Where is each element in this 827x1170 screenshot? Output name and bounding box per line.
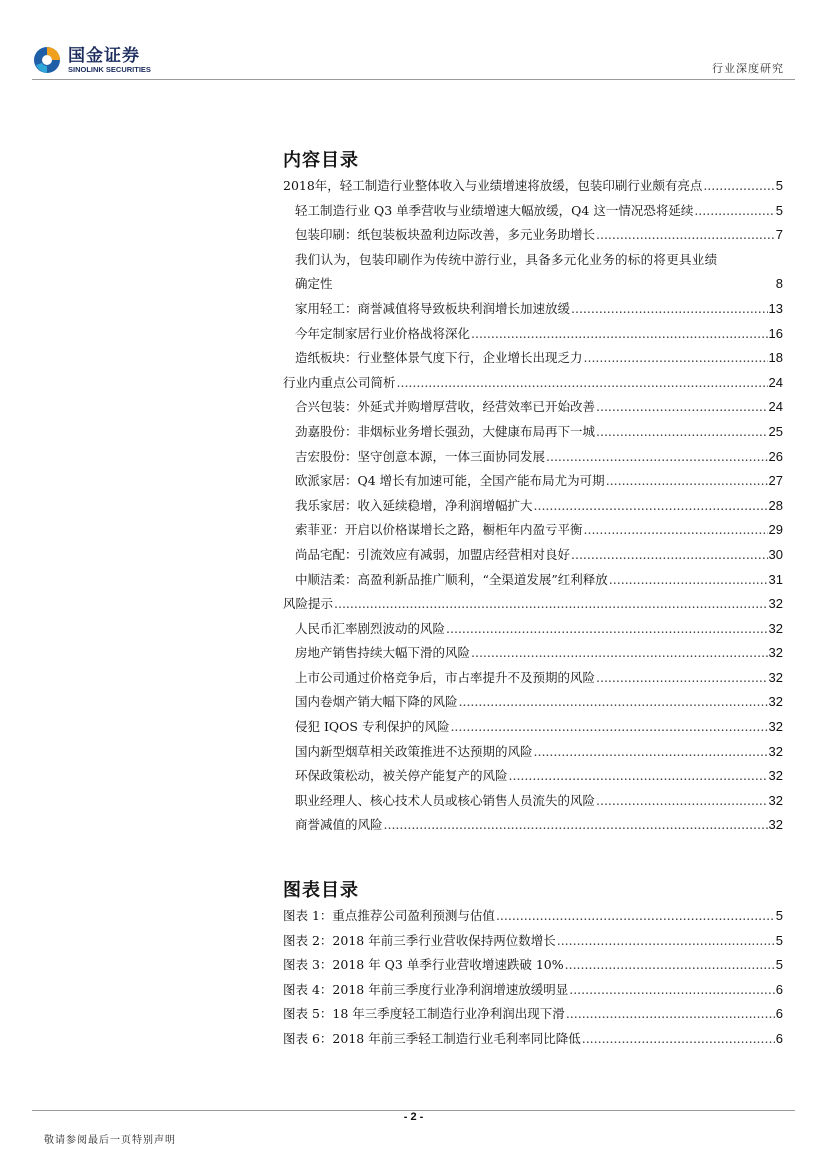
toc-entry-page: 13	[768, 300, 783, 316]
toc-entry-title: 中顺洁柔：高盈利新品推广顺利，“全渠道发展”红利释放	[295, 571, 608, 587]
toc-entry-page: 7	[775, 227, 783, 243]
toc-entry-page: 32	[768, 669, 783, 685]
toc-dot-leader	[606, 469, 768, 494]
toc-entry-page: 6	[775, 1030, 783, 1046]
toc-entry[interactable]	[283, 813, 783, 838]
toc-entry-page: 18	[768, 350, 783, 366]
toc-entry-page: 8	[775, 276, 783, 292]
toc-dot-leader	[596, 395, 768, 420]
toc-entry[interactable]	[283, 371, 783, 396]
toc-dot-leader	[534, 740, 768, 765]
toc-dot-leader	[450, 715, 767, 740]
toc-entry-title: 图表 1：重点推荐公司盈利预测与估值	[283, 908, 495, 923]
toc-entry-title: 吉宏股份：坚守创意本源，一体三面协同发展	[295, 448, 546, 464]
toc-entry-page: 27	[768, 473, 783, 489]
toc-entry-page: 32	[768, 817, 783, 833]
toc-entry[interactable]	[283, 248, 783, 297]
toc-entry-title: 今年定制家居行业价格战将深化	[295, 325, 471, 341]
toc-dot-leader	[546, 445, 768, 470]
toc-entry[interactable]	[283, 617, 783, 642]
toc-entry-title: 轻工制造行业 Q3 单季营收与业绩增速大幅放缓，Q4 这一情况恐将延续	[295, 202, 694, 218]
toc-entry-page: 6	[775, 981, 783, 997]
toc-entry-title: 欧派家居：Q4 增长有加速可能，全国产能布局尤为可期	[295, 473, 605, 489]
toc-entry-page: 16	[768, 325, 783, 341]
toc-entry-title: 图表 5：18 年三季度轻工制造行业净利润出现下滑	[283, 1006, 565, 1022]
page-header	[0, 0, 827, 80]
toc-entry-page: 5	[775, 957, 783, 973]
toc-dot-leader	[694, 199, 774, 224]
toc-entry[interactable]	[283, 929, 783, 954]
toc-dot-leader	[703, 174, 774, 199]
report-type-label: 行业深度研究	[712, 62, 784, 75]
toc-entry-title: 图表 6：2018 年前三季轻工制造行业毛利率同比降低	[283, 1030, 581, 1046]
toc-entry[interactable]	[283, 445, 783, 470]
toc-dot-leader	[584, 518, 768, 543]
toc-entry-page: 25	[768, 423, 783, 439]
toc-entry[interactable]	[283, 690, 783, 715]
figures-title: 图表目录	[283, 880, 359, 901]
toc-entry-title-continued: 确定性	[295, 276, 333, 292]
toc-entry-title: 人民币汇率剧烈波动的风险	[295, 620, 446, 636]
toc-entry-title: 国内新型烟草相关政策推进不达预期的风险	[295, 743, 533, 759]
toc-entry-title: 国内卷烟产销大幅下降的风险	[295, 694, 458, 710]
sinolink-logo	[32, 45, 151, 75]
toc-entry-title: 图表 3：2018 年 Q3 单季行业营收增速跌破 10%	[283, 957, 564, 973]
toc-entry-page: 32	[768, 645, 783, 661]
toc-entry[interactable]	[283, 764, 783, 789]
toc-entry-title: 尚品宅配：引流效应有减弱，加盟店经营相对良好	[295, 546, 571, 562]
toc-entry[interactable]	[283, 904, 783, 929]
toc-entry-page: 6	[775, 1006, 783, 1022]
logo-english-name: SINOLINK SECURITIES	[68, 64, 151, 74]
toc-entry[interactable]	[283, 715, 783, 740]
toc-entry-title: 图表 4：2018 年前三季度行业净利润增速放缓明显	[283, 981, 569, 997]
toc-entry[interactable]	[283, 666, 783, 691]
toc-entry-title: 造纸板块：行业整体景气度下行，企业增长出现乏力	[295, 350, 583, 366]
toc-dot-leader	[571, 297, 768, 322]
toc-dot-leader	[557, 929, 775, 954]
toc-entry-title: 环保政策松动，被关停产能复产的风险	[295, 768, 508, 784]
toc-entry-page: 24	[768, 399, 783, 415]
toc-entry-page: 32	[768, 694, 783, 710]
toc-entry[interactable]	[283, 199, 783, 224]
toc-entry[interactable]	[283, 641, 783, 666]
toc-entry-title: 商誉减值的风险	[295, 817, 383, 833]
toc-entry-page: 5	[775, 908, 783, 923]
toc-dot-leader	[565, 953, 775, 978]
toc-entry-title: 家用轻工：商誉减值将导致板块利润增长加速放缓	[295, 300, 571, 316]
toc-entry-page: 32	[768, 620, 783, 636]
toc-entry-page: 30	[768, 546, 783, 562]
toc-dot-leader	[609, 568, 768, 593]
toc-dot-leader	[582, 1027, 775, 1052]
toc-entry[interactable]	[283, 518, 783, 543]
toc-dot-leader	[446, 617, 768, 642]
toc-entry[interactable]	[283, 174, 783, 199]
toc-entry-title: 侵犯 IQOS 专利保护的风险	[295, 719, 450, 735]
toc-entry[interactable]	[283, 420, 783, 445]
toc-entry-title: 行业内重点公司简析	[283, 374, 396, 390]
toc-entry-page: 32	[768, 596, 783, 612]
toc-dot-leader	[596, 666, 768, 691]
toc-entry-title: 上市公司通过价格竞争后，市占率提升不及预期的风险	[295, 669, 596, 685]
toc-entry[interactable]	[283, 1027, 783, 1052]
toc-entry-title: 职业经理人、核心技术人员或核心销售人员流失的风险	[295, 792, 596, 808]
toc-entry-page: 24	[768, 374, 783, 390]
toc-entry-title: 房地产销售持续大幅下滑的风险	[295, 645, 471, 661]
toc-entry[interactable]	[283, 568, 783, 593]
toc-entry[interactable]	[283, 494, 783, 519]
toc-dot-leader	[596, 420, 768, 445]
toc-entry-title: 图表 2：2018 年前三季行业营收保持两位数增长	[283, 932, 556, 948]
toc-entry[interactable]	[283, 543, 783, 568]
toc-entry-page: 31	[768, 571, 783, 587]
sinolink-logo-icon	[32, 45, 62, 75]
disclaimer-note: 敬请参阅最后一页特别声明	[44, 1135, 176, 1146]
toc-entry-page: 32	[768, 792, 783, 808]
toc-dot-leader	[569, 978, 775, 1003]
toc-entry-title: 劲嘉股份：非烟标业务增长强劲，大健康布局再下一城	[295, 423, 596, 439]
toc-entry[interactable]	[283, 978, 783, 1003]
toc-entry[interactable]	[283, 223, 783, 248]
toc-entry[interactable]	[283, 789, 783, 814]
toc-dot-leader	[459, 690, 768, 715]
toc-dot-leader	[509, 764, 768, 789]
toc-entry[interactable]	[283, 346, 783, 371]
toc-entry-page: 26	[768, 448, 783, 464]
toc-dot-leader	[471, 641, 768, 666]
toc-dot-leader	[534, 494, 768, 519]
toc-entry-page: 32	[768, 719, 783, 735]
toc-dot-leader	[384, 813, 768, 838]
toc-entry[interactable]	[283, 740, 783, 765]
toc-entry[interactable]	[283, 1002, 783, 1027]
toc-entry-page: 5	[775, 202, 783, 218]
toc-entry-page: 5	[775, 932, 783, 948]
toc-entry-title: 风险提示	[283, 596, 334, 612]
toc-entry[interactable]	[283, 322, 783, 347]
toc-entry-page: 32	[768, 768, 783, 784]
toc-entry[interactable]	[283, 469, 783, 494]
toc-entry[interactable]	[283, 297, 783, 322]
toc-entry-page: 5	[775, 178, 783, 193]
toc-entry-title: 我乐家居：收入延续稳增，净利润增幅扩大	[295, 497, 533, 513]
toc-entry-title: 我们认为，包装印刷作为传统中游行业，具备多元化业务的标的将更具业绩	[295, 251, 718, 267]
toc-dot-leader	[571, 543, 768, 568]
toc-dot-leader	[566, 1002, 775, 1027]
toc-entry[interactable]	[283, 395, 783, 420]
toc-dot-leader	[334, 592, 768, 617]
toc-entry-page: 29	[768, 522, 783, 538]
contents-title: 内容目录	[283, 150, 359, 171]
toc-entry[interactable]	[283, 953, 783, 978]
toc-dot-leader	[596, 789, 768, 814]
page-number: - 2 -	[403, 1111, 424, 1123]
toc-entry-title: 2018年，轻工制造行业整体收入与业绩增速将放缓，包装印刷行业颇有亮点	[283, 178, 703, 193]
toc-dot-leader	[496, 904, 775, 929]
toc-dot-leader	[397, 371, 768, 396]
contents-list	[283, 174, 783, 838]
logo-chinese-name: 国金证券	[68, 45, 140, 66]
header-divider	[32, 79, 795, 80]
toc-entry-title: 合兴包装：外延式并购增厚营收，经营效率已开始改善	[295, 399, 596, 415]
figures-list	[283, 904, 783, 1052]
toc-dot-leader	[471, 322, 768, 347]
toc-entry-page: 32	[768, 743, 783, 759]
toc-entry-page: 28	[768, 497, 783, 513]
toc-dot-leader	[584, 346, 768, 371]
toc-entry-title: 包装印刷：纸包装板块盈利边际改善，多元业务助增长	[295, 227, 596, 243]
toc-entry[interactable]	[283, 592, 783, 617]
toc-entry-title: 索菲亚：开启以价格谋增长之路，橱柜年内盈亏平衡	[295, 522, 583, 538]
toc-dot-leader	[596, 223, 775, 248]
